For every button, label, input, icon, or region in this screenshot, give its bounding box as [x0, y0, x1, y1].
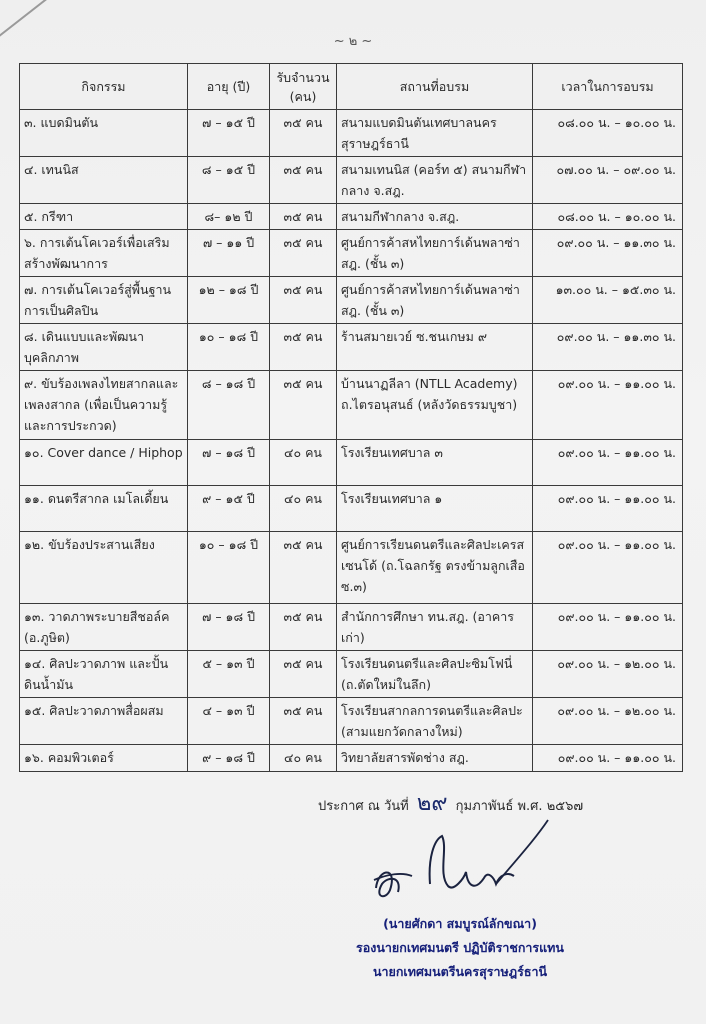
cell-activity: ๖. การเต้นโคเวอร์เพื่อเสริมสร้างพัฒนาการ [20, 230, 188, 277]
cell-time: ๐๙.๐๐ น. – ๑๑.๐๐ น. [533, 745, 683, 772]
cell-capacity: ๓๕ คน [270, 277, 337, 324]
table-row [20, 324, 683, 371]
handwritten-signature [368, 818, 558, 908]
cell-venue: สำนักการศึกษา ทน.สฎ. (อาคารเก่า) [337, 604, 533, 651]
cell-age: ๗ – ๑๘ ปี [188, 604, 270, 651]
cell-activity: ๑๒. ขับร้องประสานเสียง [20, 532, 188, 604]
cell-time: ๑๓.๐๐ น. – ๑๕.๓๐ น. [533, 277, 683, 324]
cell-age: ๙ – ๑๕ ปี [188, 486, 270, 532]
cell-activity: ๓. แบดมินตัน [20, 110, 188, 157]
cell-capacity: ๓๕ คน [270, 324, 337, 371]
header-venue: สถานที่อบรม [337, 64, 533, 110]
cell-capacity: ๔๐ คน [270, 440, 337, 486]
cell-age: ๑๒ – ๑๘ ปี [188, 277, 270, 324]
cell-venue: โรงเรียนเทศบาล ๓ [337, 440, 533, 486]
cell-capacity: ๓๕ คน [270, 157, 337, 204]
table-header-row [20, 64, 683, 110]
cell-time: ๐๙.๐๐ น. – ๑๑.๐๐ น. [533, 371, 683, 440]
cell-time: ๐๙.๐๐ น. – ๑๑.๐๐ น. [533, 604, 683, 651]
cell-capacity: ๔๐ คน [270, 745, 337, 772]
cell-time: ๐๘.๐๐ น. – ๑๐.๐๐ น. [533, 110, 683, 157]
table-row [20, 604, 683, 651]
cell-venue: ศูนย์การค้าสหไทยการ์เด้นพลาซ่า สฎ. (ชั้น ๓) [337, 230, 533, 277]
cell-age: ๘ – ๑๕ ปี [188, 157, 270, 204]
cell-time: ๐๙.๐๐ น. – ๑๑.๓๐ น. [533, 230, 683, 277]
cell-venue: ศูนย์การเรียนดนตรีและศิลปะเครสเซนโด้ (ถ.โฉลกรัฐ ตรงข้ามลูกเสือ ซ.๓) [337, 532, 533, 604]
cell-age: ๗ – ๑๑ ปี [188, 230, 270, 277]
cell-venue: โรงเรียนเทศบาล ๑ [337, 486, 533, 532]
table-row [20, 745, 683, 772]
cell-capacity: ๓๕ คน [270, 204, 337, 230]
header-capacity [270, 64, 337, 110]
cell-age: ๑๐ – ๑๘ ปี [188, 532, 270, 604]
cell-venue: สนามเทนนิส (คอร์ท ๕) สนามกีฬากลาง จ.สฎ. [337, 157, 533, 204]
cell-capacity: ๓๕ คน [270, 698, 337, 745]
announcement-prefix: ประกาศ ณ วันที่ [318, 799, 409, 814]
cell-capacity: ๔๐ คน [270, 486, 337, 532]
table-row [20, 698, 683, 745]
cell-venue: สนามกีฬากลาง จ.สฎ. [337, 204, 533, 230]
announcement-month-year: กุมภาพันธ์ พ.ศ. ๒๕๖๗ [455, 799, 584, 814]
signer-organization: นายกเทศมนตรีนครสุราษฎร์ธานี [372, 964, 548, 979]
table-row [20, 486, 683, 532]
table-row [20, 204, 683, 230]
cell-venue: บ้านนาฏลีลา (NTLL Academy) ถ.ไตรอนุสนธ์ (หลังวัดธรรมบูชา) [337, 371, 533, 440]
header-capacity-line1: รับจำนวน [276, 69, 330, 85]
cell-capacity: ๓๕ คน [270, 532, 337, 604]
cell-age: ๗ – ๑๘ ปี [188, 440, 270, 486]
cell-activity: ๑๓. วาดภาพระบายสีชอล์ค (อ.ภูษิต) [20, 604, 188, 651]
cell-age: ๗ – ๑๕ ปี [188, 110, 270, 157]
page-number: ~ ๒ ~ [333, 34, 373, 49]
table-row [20, 110, 683, 157]
cell-time: ๐๘.๐๐ น. – ๑๐.๐๐ น. [533, 204, 683, 230]
cell-activity: ๑๑. ดนตรีสากล เมโลเดี้ยน [20, 486, 188, 532]
cell-time: ๐๙.๐๐ น. – ๑๑.๐๐ น. [533, 532, 683, 604]
table-row [20, 651, 683, 698]
signature-block [340, 912, 580, 984]
signer-name: (นายศักดา สมบูรณ์ลักขณา) [383, 916, 537, 931]
cell-venue: โรงเรียนสากลการดนตรีและศิลปะ (สามแยกวัดกลางใหม่) [337, 698, 533, 745]
cell-activity: ๑๐. Cover dance / Hiphop [20, 440, 188, 486]
table-row [20, 532, 683, 604]
cell-activity: ๗. การเต้นโคเวอร์สู่พื้นฐานการเป็นศิลปิน [20, 277, 188, 324]
cell-time: ๐๙.๐๐ น. – ๑๑.๐๐ น. [533, 486, 683, 532]
cell-time: ๐๙.๐๐ น. – ๑๒.๐๐ น. [533, 651, 683, 698]
cell-activity: ๘. เดินแบบและพัฒนาบุคลิกภาพ [20, 324, 188, 371]
header-activity: กิจกรรม [20, 64, 188, 110]
cell-time: ๐๙.๐๐ น. – ๑๒.๐๐ น. [533, 698, 683, 745]
cell-venue: วิทยาลัยสารพัดช่าง สฎ. [337, 745, 533, 772]
table-row [20, 371, 683, 440]
cell-venue: สนามแบดมินตันเทศบาลนครสุราษฎร์ธานี [337, 110, 533, 157]
cell-venue: ศูนย์การค้าสหไทยการ์เด้นพลาซ่า สฎ. (ชั้น ๓) [337, 277, 533, 324]
cell-age: ๘ – ๑๘ ปี [188, 371, 270, 440]
cell-venue: โรงเรียนดนตรีและศิลปะซิมโฟนี่ (ถ.ตัดใหม่ในลึก) [337, 651, 533, 698]
cell-activity: ๑๖. คอมพิวเตอร์ [20, 745, 188, 772]
schedule-table [19, 63, 683, 772]
table-row [20, 440, 683, 486]
announcement-day: ๒๙ [416, 791, 448, 816]
cell-time: ๐๙.๐๐ น. – ๑๑.๓๐ น. [533, 324, 683, 371]
header-time: เวลาในการอบรม [533, 64, 683, 110]
signer-position: รองนายกเทศมนตรี ปฏิบัติราชการแทน [356, 940, 564, 955]
cell-age: ๔ – ๑๓ ปี [188, 698, 270, 745]
header-age: อายุ (ปี) [188, 64, 270, 110]
cell-capacity: ๓๕ คน [270, 651, 337, 698]
cell-capacity: ๓๕ คน [270, 230, 337, 277]
table-body [20, 110, 683, 772]
cell-age: ๘– ๑๒ ปี [188, 204, 270, 230]
table-row [20, 277, 683, 324]
table-row [20, 157, 683, 204]
cell-capacity: ๓๕ คน [270, 371, 337, 440]
cell-age: ๙ – ๑๘ ปี [188, 745, 270, 772]
cell-activity: ๑๕. ศิลปะวาดภาพสื่อผสม [20, 698, 188, 745]
header-capacity-line2: (คน) [289, 88, 317, 104]
announcement-line [318, 785, 583, 820]
table-row [20, 230, 683, 277]
cell-capacity: ๓๕ คน [270, 604, 337, 651]
cell-time: ๐๗.๐๐ น. – ๐๙.๐๐ น. [533, 157, 683, 204]
cell-activity: ๕. กรีฑา [20, 204, 188, 230]
cell-age: ๕ – ๑๓ ปี [188, 651, 270, 698]
cell-activity: ๑๔. ศิลปะวาดภาพ และปั้นดินน้ำมัน [20, 651, 188, 698]
cell-time: ๐๙.๐๐ น. – ๑๑.๐๐ น. [533, 440, 683, 486]
cell-capacity: ๓๕ คน [270, 110, 337, 157]
cell-activity: ๔. เทนนิส [20, 157, 188, 204]
cell-age: ๑๐ – ๑๘ ปี [188, 324, 270, 371]
cell-venue: ร้านสมายเวย์ ซ.ชนเกษม ๙ [337, 324, 533, 371]
cell-activity: ๙. ขับร้องเพลงไทยสากลและเพลงสากล (เพื่อเป็นความรู้และการประกวด) [20, 371, 188, 440]
